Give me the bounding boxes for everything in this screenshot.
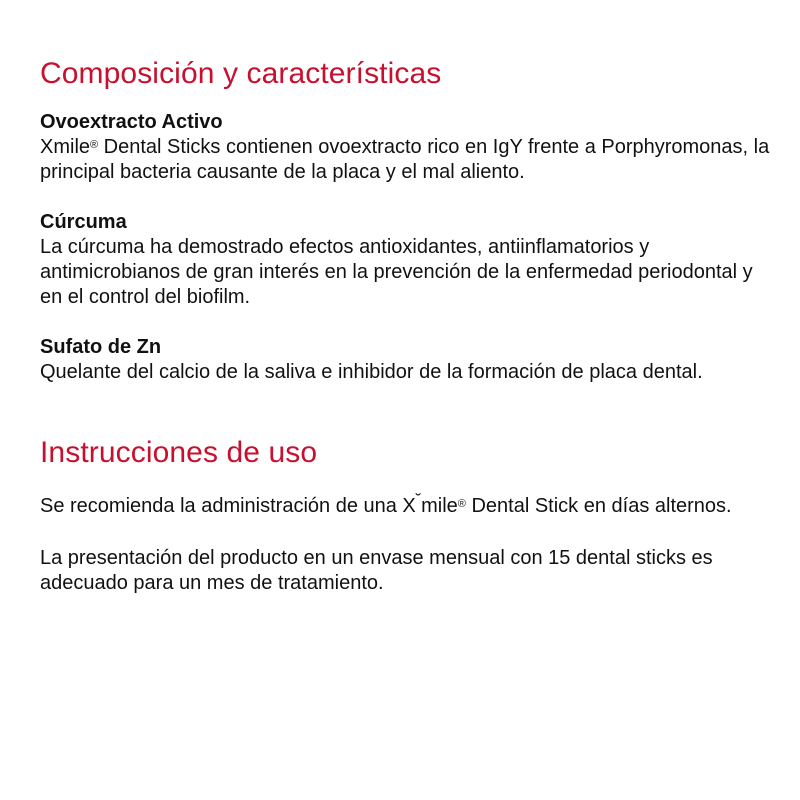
dosage-text-end: Dental Stick en días alternos. bbox=[465, 495, 732, 517]
instructions-paragraph bbox=[40, 494, 780, 519]
ingredient-heading: Cúrcuma bbox=[40, 211, 127, 233]
ingredient-ovoextracto bbox=[40, 110, 780, 185]
registered-mark: ® bbox=[90, 139, 99, 151]
instructions-title: Instrucciones de uso bbox=[40, 436, 318, 469]
ingredient-sulfato-zn bbox=[40, 335, 780, 385]
ingredient-description: Quelante del calcio de la saliva e inhibidor de la formación de placa dental. bbox=[40, 361, 703, 383]
brand-name: Xmile bbox=[40, 136, 91, 158]
ingredient-curcuma bbox=[40, 210, 780, 310]
instructions-paragraph: La presentación del producto en un envase mensual con 15 dental sticks es adecuado para un mes de tratamiento. bbox=[40, 547, 713, 594]
product-info-page bbox=[40, 50, 780, 596]
composition-title: Composición y características bbox=[40, 57, 442, 90]
ingredient-description bbox=[40, 135, 780, 185]
ingredient-heading: Ovoextracto Activo bbox=[40, 111, 223, 133]
instructions-dosage bbox=[40, 494, 780, 519]
ingredient-description: La cúrcuma ha demostrado efectos antioxidantes, antiinflamatorios y antimicrobianos de gran interés en la prevención de la enfermedad periodontal y en el control del biofilm. bbox=[40, 236, 753, 308]
ingredient-heading: Sufato de Zn bbox=[40, 336, 162, 358]
dosage-text-start: Se recomienda la administración de una X bbox=[40, 495, 416, 517]
instructions-section bbox=[40, 431, 780, 596]
ingredient-text: Dental Sticks contienen ovoextracto rico en IgY frente a Porphyromonas, la principal bacteria causante de la placa y el mal aliento. bbox=[40, 136, 770, 183]
instructions-presentation bbox=[40, 546, 780, 596]
breve-mark: ˘ bbox=[415, 492, 422, 509]
registered-mark: ® bbox=[457, 498, 466, 510]
brand-name: mile bbox=[421, 495, 458, 517]
composition-section bbox=[40, 52, 780, 385]
